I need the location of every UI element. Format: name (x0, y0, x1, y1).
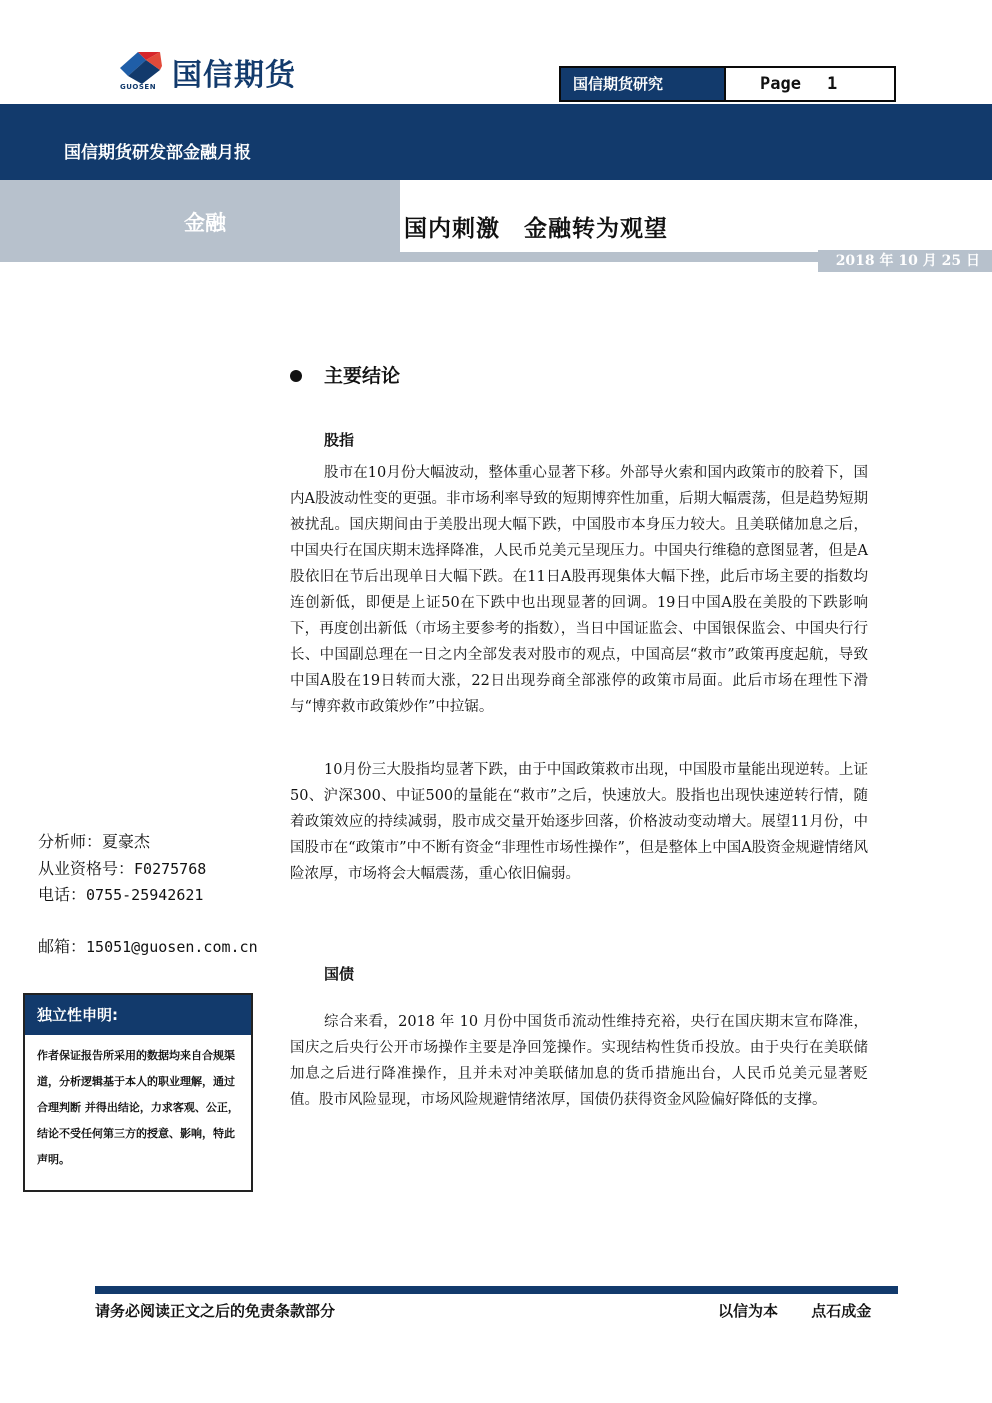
research-label: 国信期货研究 (559, 66, 726, 102)
subheading-stock-index: 股指 (324, 431, 355, 449)
page-title: 国内刺激 金融转为观望 (404, 216, 668, 242)
analyst-email: 邮箱：15051@guosen.com.cn (38, 937, 258, 956)
bullet-icon (290, 370, 302, 382)
subheading-bonds: 国债 (324, 965, 355, 983)
footer-rule (95, 1286, 898, 1294)
paragraph: 综合来看，2018 年 10 月份中国货币流动性维持充裕，央行在国庆期末宣布降准，国庆之后央行公开市场操作主要是净回笼操作。实现结构性货币投放。由于央行在美联储加息之后进行降准操作，且并未对冲美联储加息的货币措施出台，人民币兑美元显著贬值。股市风险显现，市场风险规避情绪浓厚，国债仍获得资金风险偏好降低的支撑。 (290, 1014, 868, 1108)
category-label: 金融 (184, 211, 226, 235)
analyst-license: 从业资格号：F0275768 (38, 859, 207, 878)
report-series: 国信期货研发部金融月报 (64, 143, 251, 163)
declaration-text: 作者保证报告所采用的数据均来自合规渠道，分析逻辑基于本人的职业理解，通过合理判断 并得出结论，力求客观、公正，结论不受任何第三方的授意、影响，特此声明。 (37, 1049, 239, 1166)
analyst-name: 分析师：夏豪杰 (38, 832, 151, 851)
report-date: 2018 年 10 月 25 日 (818, 250, 992, 272)
paragraph: 股市在10月份大幅波动，整体重心显著下移。外部导火索和国内政策市的胶着下，国内A股波动性变的更强。非市场利率导致的短期博弈性加重，后期大幅震荡，但是趋势短期被扰乱。国庆期间由于美股出现大幅下跌，中国股市本身压力较大。且美联储加息之后，中国央行在国庆期末选择降准，人民币兑美元呈现压力。中国央行维稳的意图显著，但是A股依旧在节后出现单日大幅下跌。在11日A股再现集体大幅下挫，此后市场主要的指数均连创新低，即便是上证50在下跌中也出现显著的回调。19日中国A股在美股的下跌影响下，再度创出新低（市场主要参考的指数），当日中国证监会、中国银保监会、中国央行行长、中国副总理在一日之内全部发表对股市的观点，中国高层“救市”政策再度起航，导致中国A股在19日转而大涨，22日出现券商全部涨停的政策市局面。此后市场在理性下滑与“博弈救市政策炒作”中拉锯。 (290, 465, 868, 715)
section-heading: 主要结论 (324, 365, 401, 387)
footer-disclaimer: 请务必阅读正文之后的免责条款部分 (95, 1302, 336, 1320)
page-label: Page (760, 74, 801, 94)
page-indicator (726, 66, 896, 102)
page-number: 1 (826, 74, 838, 94)
declaration-heading: 独立性申明: (25, 995, 251, 1035)
paragraph: 10月份三大股指均显著下跌，由于中国政策救市出现，中国股市量能出现逆转。上证50、沪深300、中证500的量能在“救市”之后，快速放大。股指也出现快速逆转行情，随着政策效应的持续减弱，股市成交量开始逐步回落，价格波动变动增大。展望11月份，中国股市在“政策市”中不断有资金“非理性市场性操作”，但是整体上中国A股资金规避情绪风险浓厚，市场将会大幅震荡，重心依旧偏弱。 (290, 762, 868, 882)
logo-text: 国信期货 (172, 58, 296, 93)
analyst-phone: 电话：0755-25942621 (38, 885, 204, 904)
footer-slogan: 以信为本 点石成金 (718, 1302, 872, 1320)
independence-declaration (23, 993, 253, 1192)
guosen-logo (116, 48, 346, 94)
logo-subtext: GUOSEN (120, 83, 157, 91)
